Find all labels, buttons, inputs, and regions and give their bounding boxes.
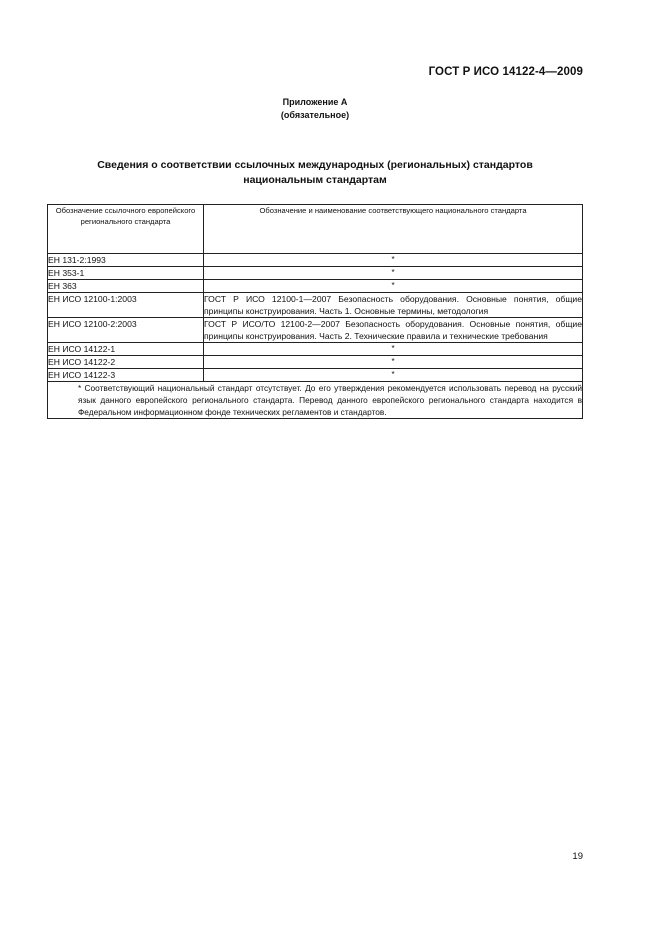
reference-standard-cell: ЕН ИСО 14122-1 bbox=[48, 343, 204, 356]
document-code: ГОСТ Р ИСО 14122-4—2009 bbox=[428, 66, 583, 78]
reference-standard-cell: ЕН ИСО 14122-2 bbox=[48, 356, 204, 369]
section-title-line-2: национальным стандартам bbox=[243, 174, 387, 186]
reference-standard-cell: ЕН 353-1 bbox=[48, 267, 204, 280]
national-standard-cell: * bbox=[204, 356, 583, 369]
table-header-row bbox=[48, 205, 583, 254]
section-title bbox=[60, 158, 570, 188]
table-row bbox=[48, 293, 583, 318]
national-standard-cell: * bbox=[204, 254, 583, 267]
reference-standard-cell: ЕН ИСО 12100-2:2003 bbox=[48, 318, 204, 343]
national-standard-cell: * bbox=[204, 369, 583, 382]
reference-standard-cell: ЕН ИСО 14122-3 bbox=[48, 369, 204, 382]
table-row bbox=[48, 280, 583, 293]
reference-standard-cell: ЕН 131-2:1993 bbox=[48, 254, 204, 267]
appendix-title: Приложение А bbox=[282, 97, 348, 107]
national-standard-cell: * bbox=[204, 343, 583, 356]
table-footnote bbox=[48, 382, 583, 419]
table-footnote-row bbox=[48, 382, 583, 419]
table-row bbox=[48, 318, 583, 343]
appendix-heading bbox=[0, 96, 630, 122]
footnote-text: * Соответствующий национальный стандарт отсутствует. До его утверждения рекомендуется использовать перевод на русский язык данного европейского регионального стандарта. Перевод данного европейского регионального стандарта находится в Федеральном информационном фонде технических регламентов и стандартов. bbox=[78, 383, 582, 417]
national-standard-cell: ГОСТ Р ИСО 12100-1—2007 Безопасность оборудования. Основные понятия, общие принципы конструирования. Часть 1. Основные термины, методология bbox=[204, 294, 582, 316]
reference-standard-cell: ЕН 363 bbox=[48, 280, 204, 293]
standards-correspondence-table bbox=[47, 204, 583, 419]
national-standard-cell: ГОСТ Р ИСО/ТО 12100-2—2007 Безопасность оборудования. Основные понятия, общие принципы конструирования. Часть 2. Технические правила и технические требования bbox=[204, 319, 582, 341]
national-standard-cell: * bbox=[204, 267, 583, 280]
table-row bbox=[48, 369, 583, 382]
table-row bbox=[48, 267, 583, 280]
appendix-status: (обязательное) bbox=[280, 110, 350, 120]
table-row bbox=[48, 356, 583, 369]
table-row bbox=[48, 254, 583, 267]
section-title-line-1: Сведения о соответствии ссылочных международных (региональных) стандартов bbox=[97, 159, 533, 171]
reference-standard-cell: ЕН ИСО 12100-1:2003 bbox=[48, 293, 204, 318]
column-header-reference-standard: Обозначение ссылочного европейского регионального стандарта bbox=[48, 205, 204, 254]
table-row bbox=[48, 343, 583, 356]
national-standard-cell: * bbox=[204, 280, 583, 293]
column-header-national-standard: Обозначение и наименование соответствующего национального стандарта bbox=[204, 205, 583, 254]
page-number: 19 bbox=[572, 851, 583, 862]
